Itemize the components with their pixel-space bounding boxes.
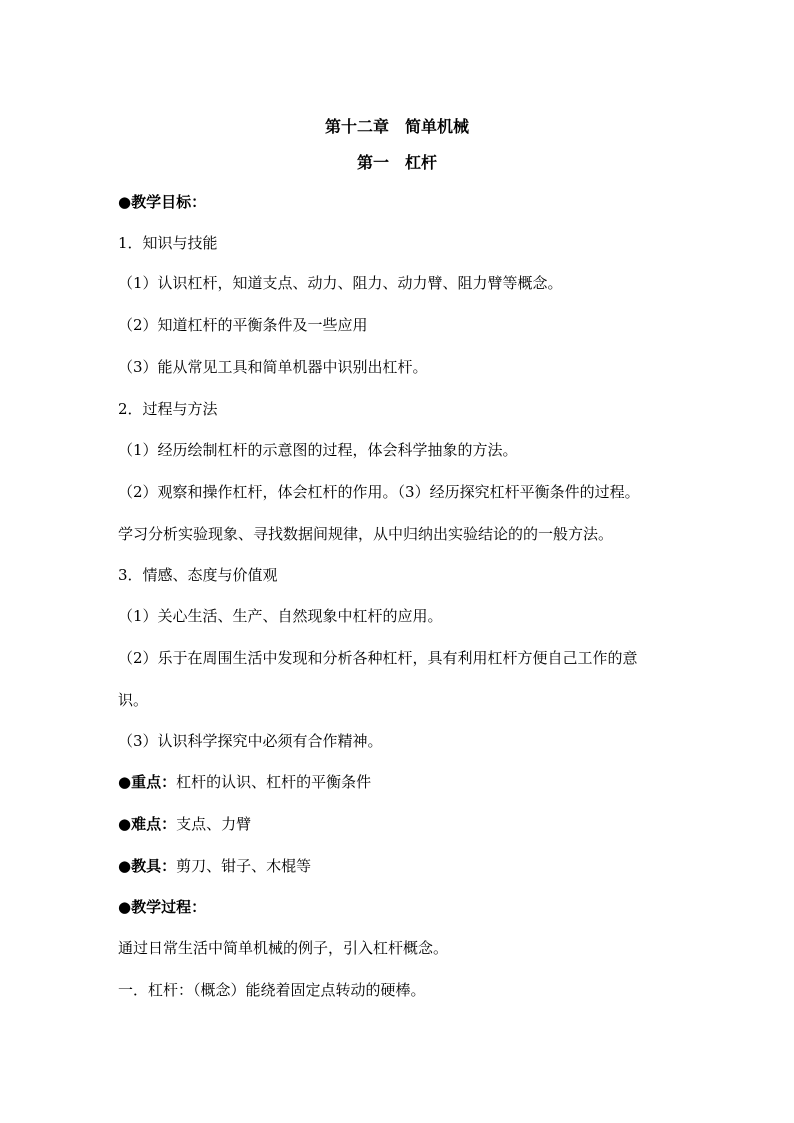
key-point-label: ●重点： <box>118 773 177 791</box>
objective-item: （1）认识杠杆，知道支点、动力、阻力、动力臂、阻力臂等概念。 <box>118 274 563 292</box>
chapter-title: 第十二章 简单机械 <box>324 117 469 136</box>
key-point-line <box>118 772 371 792</box>
key-point-text: 杠杆的认识、杠杆的平衡条件 <box>176 773 372 791</box>
objective-item: （3）认识科学探究中必须有合作精神。 <box>118 732 383 750</box>
process-methods-heading: 2．过程与方法 <box>118 400 218 418</box>
difficulty-label: ●难点： <box>118 815 177 833</box>
knowledge-skills-heading: 1．知识与技能 <box>118 234 218 252</box>
objectives-heading: ●教学目标： <box>118 193 207 211</box>
attitudes-values-heading: 3．情感、态度与价值观 <box>118 566 278 584</box>
objective-item: 学习分析实验现象、寻找数据间规律，从中归纳出实验结论的的一般方法。 <box>118 525 614 543</box>
section-title: 第一 杠杆 <box>356 153 437 172</box>
process-line: 通过日常生活中简单机械的例子，引入杠杆概念。 <box>118 939 449 957</box>
process-heading: ●教学过程： <box>118 898 207 916</box>
objective-item: （3）能从常见工具和简单机器中识别出杠杆。 <box>118 358 428 376</box>
teaching-aids-text: 剪刀、钳子、木棍等 <box>176 857 312 875</box>
teaching-aids-label: ●教具： <box>118 857 177 875</box>
objective-item: （2）知道杠杆的平衡条件及一些应用 <box>118 316 368 334</box>
objective-item: （1）经历绘制杠杆的示意图的过程，体会科学抽象的方法。 <box>118 441 518 459</box>
difficulty-line <box>118 814 251 834</box>
objective-item: （2）观察和操作杠杆，体会杠杆的作用。（3）经历探究杠杆平衡条件的过程。 <box>118 483 640 501</box>
difficulty-text: 支点、力臂 <box>176 815 252 833</box>
objective-item: （2）乐于在周围生活中发现和分析各种杠杆，具有利用杠杆方便自己工作的意 <box>118 649 638 667</box>
objective-item: 识。 <box>118 691 149 709</box>
objective-item: （1）关心生活、生产、自然现象中杠杆的应用。 <box>118 607 443 625</box>
teaching-aids-line <box>118 856 311 876</box>
process-line: 一．杠杆：（概念）能绕着固定点转动的硬棒。 <box>118 981 426 999</box>
